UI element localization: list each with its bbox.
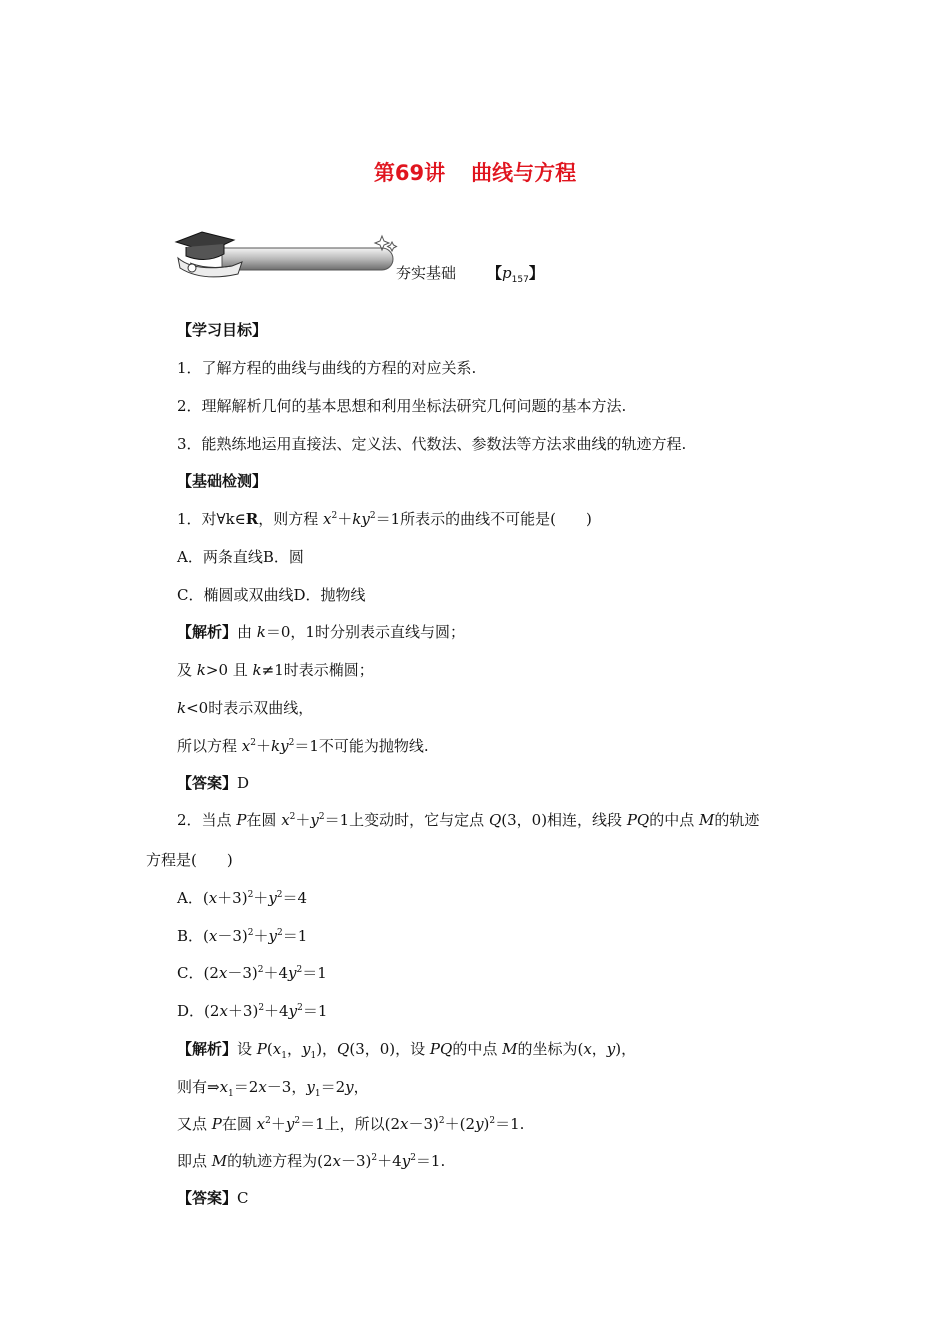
lesson-title <box>0 157 950 187</box>
option-ab: A．两条直线B．圆 <box>177 548 304 566</box>
solution-line: k<0时表示双曲线， <box>177 699 314 717</box>
question-2: 2．当点 P在圆 $x^2+y^2=1$上变动时，它与定点 Q(3，0)相连，线段 PQ的中点 M的轨迹 <box>177 811 760 829</box>
solution-line: 及 k>0 且 k≠1时表示椭圆； <box>177 661 374 679</box>
solution-line: 【解析】设 $P(x_1$，$y_1$)，Q(3，0)，设 PQ的中点 M的坐标为(x，y)， <box>177 1040 637 1061</box>
question-2-cont: 方程是( ) <box>146 851 233 869</box>
answer-line: 【答案】C <box>177 1189 249 1207</box>
lesson-topic: 曲线与方程 <box>471 161 577 185</box>
option-c: C．$(2x-3)^2+4y^2=1$ <box>177 964 327 982</box>
option-cd: C．椭圆或双曲线D．抛物线 <box>177 586 366 604</box>
goals-heading: 【学习目标】 <box>177 321 268 339</box>
answer-line: 【答案】D <box>177 774 250 792</box>
solution-line: 即点 M的轨迹方程为$(2x-3)^2+4y^2=1$. <box>177 1152 446 1170</box>
goal-item: 2．理解解析几何的基本思想和利用坐标法研究几何问题的基本方法. <box>177 397 627 415</box>
option-b: B．$(x-3)^2+y^2=1$ <box>177 927 308 945</box>
solution-line: 则有$\Rightarrow x_1=2x-3$，$y_1=2y$， <box>177 1078 369 1099</box>
solution-line: 【解析】由 k＝0，1时分别表示直线与圆； <box>177 623 465 641</box>
option-d: D．$(2x+3)^2+4y^2=1$ <box>177 1002 328 1020</box>
goal-item: 3．能熟练地运用直接法、定义法、代数法、参数法等方法求曲线的轨迹方程. <box>177 435 687 453</box>
goal-item: 1．了解方程的曲线与曲线的方程的对应关系. <box>177 359 477 377</box>
check-heading: 【基础检测】 <box>177 472 268 490</box>
banner-label: 夯实基础 <box>396 264 457 282</box>
solution-line: 又点 P在圆 $x^2+y^2=1$上，所以$(2x-3)^2+(2y)^2=1$. <box>177 1115 525 1133</box>
solution-line: 所以方程 $x^2+ky^2=1$不可能为抛物线. <box>177 737 429 755</box>
question-1: 1．对∀k∈R，则方程 $x^2+ky^2=1$所表示的曲线不可能是( ) <box>177 510 592 528</box>
page-reference: 【$p_{157}$】 <box>487 264 544 285</box>
option-a: A．$(x+3)^2+y^2=4$ <box>177 889 308 907</box>
lesson-number: 第69讲 <box>373 161 446 185</box>
